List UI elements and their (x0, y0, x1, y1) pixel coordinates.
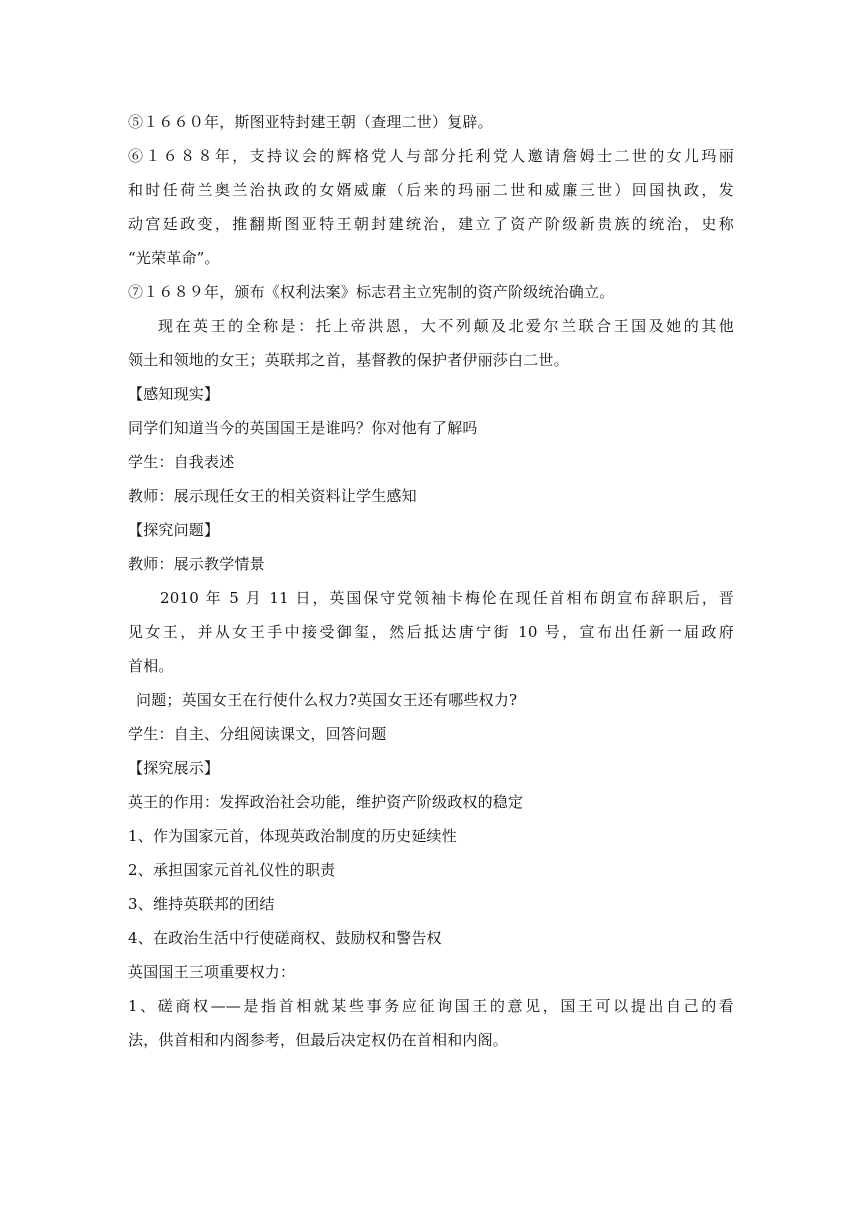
text-line: 和时任荷兰奥兰治执政的女婿威廉（后来的玛丽二世和威廉三世）回国执政，发 (128, 181, 734, 199)
text-line: 法，供首相和内阁参考，但最后决定权仍在首相和内阁。 (128, 1031, 509, 1049)
text-line: 学生：自我表述 (128, 453, 235, 471)
text-line: ⑥１６８８年，支持议会的辉格党人与部分托利党人邀请詹姆士二世的女儿玛丽 (128, 147, 734, 165)
list-item: 4、在政治生活中行使磋商权、鼓励权和警告权 (128, 929, 442, 947)
text-line: 2010 年 5 月 11 日，英国保守党领袖卡梅伦在现任首相布朗宣布辞职后，晋 (160, 589, 734, 607)
text-line: 教师：展示现任女王的相关资料让学生感知 (128, 487, 417, 505)
text-line: 现在英王的全称是：托上帝洪恩，大不列颠及北爱尔兰联合王国及她的其他 (158, 317, 734, 335)
list-item: 2、承担国家元首礼仪性的职责 (128, 861, 336, 879)
list-item: 1、磋商权——是指首相就某些事务应征询国王的意见，国王可以提出自己的看 (128, 997, 734, 1015)
text-line: 英王的作用：发挥政治社会功能，维护资产阶级政权的稳定 (128, 793, 524, 811)
text-line: 首相。 (128, 657, 174, 675)
text-line: 见女王，并从女王手中接受御玺，然后抵达唐宁街 10 号，宣布出任新一届政府 (128, 623, 734, 641)
text-line: 学生：自主、分组阅读课文，回答问题 (128, 725, 387, 743)
text-line: “光荣革命”。 (128, 249, 220, 267)
section-heading: 【感知现实】 (128, 385, 220, 403)
section-heading: 【探究展示】 (128, 759, 220, 777)
text-line: 动宫廷政变，推翻斯图亚特王朝封建统治，建立了资产阶级新贵族的统治，史称 (128, 215, 734, 233)
text-line: 同学们知道当今的英国国王是谁吗？你对他有了解吗 (128, 419, 478, 437)
section-heading: 【探究问题】 (128, 521, 220, 539)
text-line: 教师：展示教学情景 (128, 555, 265, 573)
text-line: ⑦１６８９年，颁布《权利法案》标志君主立宪制的资产阶级统治确立。 (128, 283, 615, 301)
list-item: 3、维持英联邦的团结 (128, 895, 275, 913)
text-line: 问题；英国女王在行使什么权力?英国女王还有哪些权力? (136, 691, 518, 709)
list-item: 1、作为国家元首，体现英政治制度的历史延续性 (128, 827, 457, 845)
text-line: 领土和领地的女王；英联邦之首，基督教的保护者伊丽莎白二世。 (128, 351, 569, 369)
text-line: 英国国王三项重要权力： (128, 963, 296, 981)
text-line: ⑤１６６０年，斯图亚特封建王朝（查理二世）复辟。 (128, 113, 493, 131)
